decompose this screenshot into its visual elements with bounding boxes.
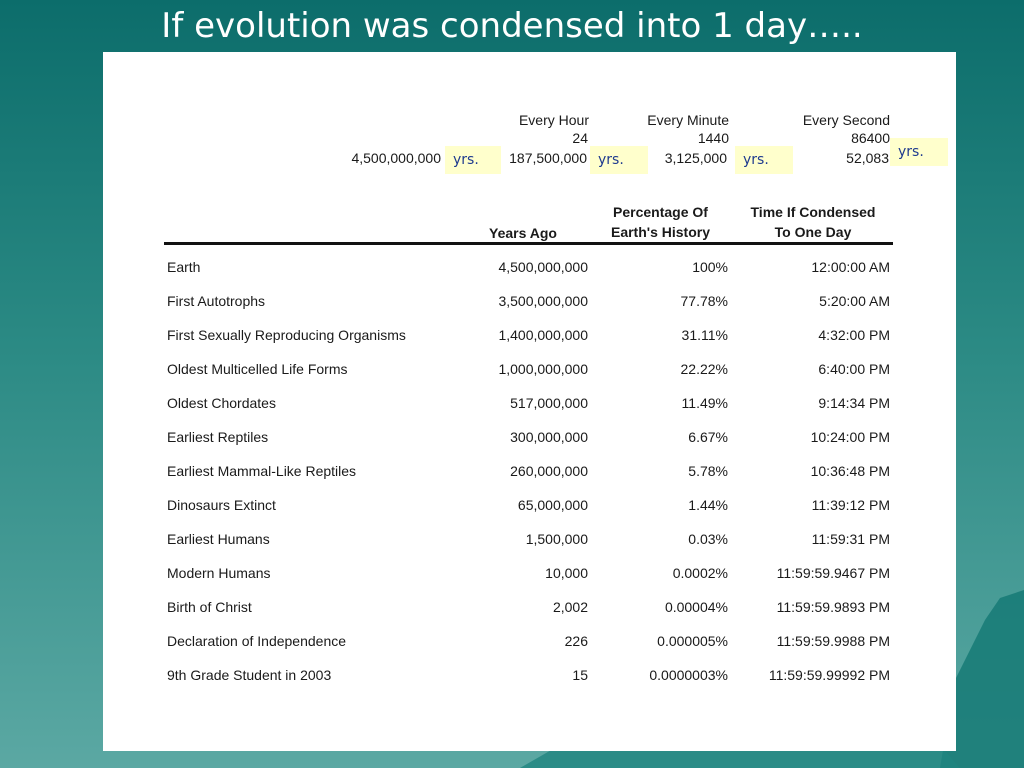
years-ago-value: 300,000,000 — [510, 429, 588, 445]
table-row — [103, 497, 956, 519]
header-time-line2: To One Day — [774, 224, 852, 240]
table-row — [103, 259, 956, 281]
table-row — [103, 531, 956, 553]
event-name: Dinosaurs Extinct — [167, 497, 276, 513]
yrs-label-second: yrs. — [890, 138, 948, 166]
event-name: Birth of Christ — [167, 599, 252, 615]
every-second-label: Every Second — [802, 112, 890, 128]
years-ago-value: 3,500,000,000 — [498, 293, 588, 309]
years-ago-value: 15 — [572, 667, 588, 683]
condensed-time-value: 11:59:59.9988 PM — [776, 633, 890, 649]
event-name: Declaration of Independence — [167, 633, 347, 649]
yrs-label-total: yrs. — [445, 146, 501, 174]
yrs-label-minute: yrs. — [735, 146, 793, 174]
condensed-time-value: 12:00:00 AM — [811, 259, 890, 275]
years-per-second-value: 52,083 — [846, 150, 889, 166]
condensed-time-value: 11:59:59.9467 PM — [776, 565, 890, 581]
condensed-time-value: 5:20:00 AM — [819, 293, 890, 309]
percentage-value: 0.0002% — [672, 565, 728, 581]
years-ago-value: 2,002 — [552, 599, 588, 615]
total-years-value: 4,500,000,000 — [351, 150, 441, 166]
condensed-time-value: 11:59:31 PM — [811, 531, 890, 547]
table-row — [103, 429, 956, 451]
table-row — [103, 667, 956, 689]
condensed-time-value: 10:24:00 PM — [810, 429, 890, 445]
header-percentage-line1: Percentage Of — [613, 204, 708, 220]
event-name: Earliest Humans — [167, 531, 270, 547]
event-name: Earliest Reptiles — [167, 429, 269, 445]
years-ago-value: 65,000,000 — [517, 497, 588, 513]
scanned-document — [103, 52, 956, 751]
every-hour-label: Every Hour — [518, 112, 589, 128]
event-name: 9th Grade Student in 2003 — [167, 667, 332, 683]
table-row — [103, 599, 956, 621]
percentage-value: 5.78% — [688, 463, 728, 479]
event-name: Oldest Chordates — [167, 395, 276, 411]
years-ago-value: 4,500,000,000 — [498, 259, 588, 275]
percentage-value: 0.0000003% — [649, 667, 728, 683]
event-name: First Autotrophs — [167, 293, 266, 309]
condensed-time-value: 9:14:34 PM — [818, 395, 890, 411]
percentage-value: 6.67% — [688, 429, 728, 445]
condensed-time-value: 11:39:12 PM — [811, 497, 890, 513]
event-name: Earliest Mammal-Like Reptiles — [167, 463, 357, 479]
table-row — [103, 395, 956, 417]
percentage-value: 100% — [692, 259, 728, 275]
percentage-value: 0.00004% — [664, 599, 728, 615]
table-row — [103, 463, 956, 485]
table-row — [103, 327, 956, 349]
table-row — [103, 565, 956, 587]
event-name: Modern Humans — [167, 565, 271, 581]
condensed-time-value: 6:40:00 PM — [818, 361, 890, 377]
condensed-time-value: 4:32:00 PM — [818, 327, 890, 343]
years-ago-value: 1,500,000 — [525, 531, 588, 547]
percentage-value: 31.11% — [681, 327, 728, 343]
years-ago-value: 1,000,000,000 — [498, 361, 588, 377]
years-ago-value: 10,000 — [545, 565, 588, 581]
every-hour-count: 24 — [572, 130, 588, 146]
years-per-minute-value: 3,125,000 — [664, 150, 727, 166]
condensed-time-value: 11:59:59.99992 PM — [768, 667, 890, 683]
every-minute-count: 1440 — [697, 130, 729, 146]
percentage-value: 22.22% — [680, 361, 728, 377]
header-time-line1: Time If Condensed — [750, 204, 876, 220]
condensed-time-value: 10:36:48 PM — [810, 463, 890, 479]
table-row — [103, 633, 956, 655]
years-ago-value: 1,400,000,000 — [498, 327, 588, 343]
years-per-hour-value: 187,500,000 — [509, 150, 587, 166]
event-name: First Sexually Reproducing Organisms — [167, 327, 406, 343]
every-minute-label: Every Minute — [647, 112, 729, 128]
percentage-value: 11.49% — [681, 395, 728, 411]
every-second-count: 86400 — [851, 130, 890, 146]
event-name: Oldest Multicelled Life Forms — [167, 361, 348, 377]
event-name: Earth — [167, 259, 201, 275]
years-ago-value: 517,000,000 — [510, 395, 588, 411]
header-percentage-line2: Earth's History — [610, 224, 711, 240]
slide-title: If evolution was condensed into 1 day….. — [161, 6, 863, 46]
percentage-value: 1.44% — [688, 497, 728, 513]
years-ago-value: 226 — [564, 633, 588, 649]
percentage-value: 0.000005% — [657, 633, 728, 649]
percentage-value: 0.03% — [688, 531, 728, 547]
table-row — [103, 361, 956, 383]
condensed-time-value: 11:59:59.9893 PM — [776, 599, 890, 615]
years-ago-value: 260,000,000 — [510, 463, 588, 479]
yrs-label-hour: yrs. — [590, 146, 648, 174]
header-rule — [164, 242, 893, 245]
percentage-value: 77.78% — [680, 293, 728, 309]
table-row — [103, 293, 956, 315]
header-years-ago: Years Ago — [489, 225, 557, 241]
